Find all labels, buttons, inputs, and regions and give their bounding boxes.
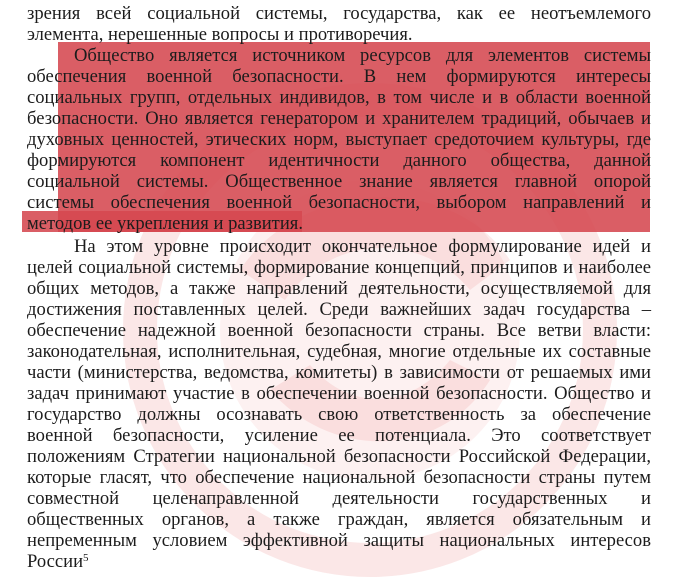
text-line: социальных групп, отдельных индивидов, в том числе и в области военной — [27, 87, 651, 108]
text-line: достижения поставленных целей. Среди важнейших задач государства – — [27, 299, 651, 320]
text-line: элемента, нерешенные вопросы и противоречия. — [27, 24, 413, 45]
footnote-marker[interactable]: 5 — [83, 552, 89, 564]
text-line: непременным условием эффективной защиты национальных интересов — [27, 530, 651, 551]
text-line-final — [27, 551, 651, 572]
text-line: совместной целенаправленной деятельности государственных и — [27, 488, 651, 509]
text-line: На этом уровне происходит окончательное формулирование идей и — [74, 236, 651, 257]
text-line: положениям Стратегии национальной безопасности Российской Федерации, — [27, 446, 651, 467]
text-line: социальной системы. Общественное знание является главной опорой — [27, 171, 651, 192]
text-line: формируются компонент идентичности данного общества, данной — [27, 150, 651, 171]
text-line: части (министерства, ведомства, комитеты) в зависимости от решаемых ими — [27, 362, 651, 383]
text-line: общественных органов, а также граждан, является обязательным и — [27, 509, 651, 530]
text-line: целей социальной системы, формирование концепций, принципов и наиболее — [27, 257, 651, 278]
text-line: законодательная, исполнительная, судебная, многие отдельные их составные — [27, 341, 651, 362]
text-line: которые гласят, что обеспечение национальной безопасности страны путем — [27, 467, 651, 488]
text-line: общих методов, а также направлений деятельности, осуществляемой для — [27, 278, 651, 299]
text-line: зрения всей социальной системы, государства, как ее неотъемлемого — [27, 3, 651, 24]
text-line: обеспечения военной безопасности. В нем формируются интересы — [27, 66, 651, 87]
text-line: безопасности. Оно является генератором и хранителем традиций, обычаев и — [27, 108, 651, 129]
text-line: военной безопасности, усиление ее потенциала. Это соответствует — [27, 425, 651, 446]
text-line: государство должны осознавать свою ответственность за обеспечение — [27, 404, 651, 425]
text-line: задач принимают участие в обеспечении военной безопасности. Общество и — [27, 383, 651, 404]
text-line-final-text: России — [27, 551, 84, 572]
text-line: духовных ценностей, этических норм, выступает средоточием культуры, где — [27, 129, 651, 150]
text-line: системы обеспечения военной безопасности, выбором направлений и — [27, 192, 651, 213]
text-line: обеспечение надежной военной безопасности страны. Все ветви власти: — [27, 320, 651, 341]
text-line: Общество является источником ресурсов для элементов системы — [74, 45, 651, 66]
text-line: методов ее укрепления и развития. — [27, 213, 303, 234]
